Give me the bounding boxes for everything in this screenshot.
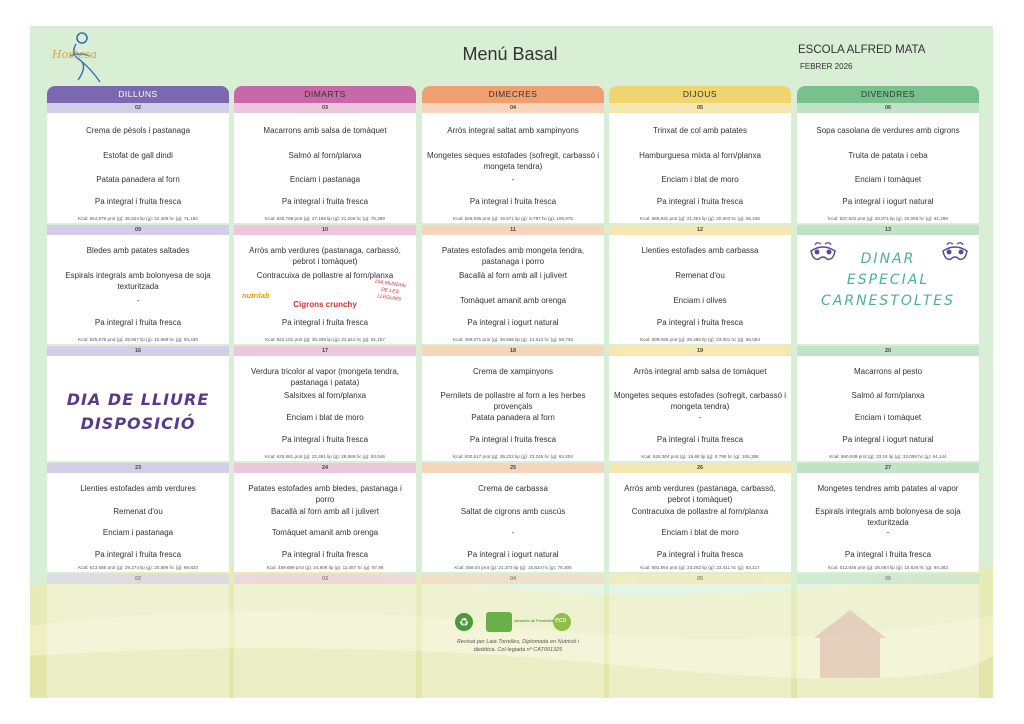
nutrition-info: Kcal: 499,671 prot (g): 28,566 lip (g): 14,613 hc (g): 58,748 — [453, 337, 573, 342]
date-label: 17 — [234, 346, 416, 356]
special-day-text: CARNESTOLTES — [821, 293, 955, 309]
date-label: 03 — [234, 103, 416, 113]
nutrition-info: Kcal: 613,685 prot (g): 29,274 lip (g): 20,896 hc (g): 69,823 — [78, 565, 198, 570]
bread-and-dessert: Pa integral i iogurt natural — [467, 318, 559, 327]
bread-and-dessert: Pa integral i fruita fresca — [281, 435, 369, 444]
side-dish: - — [511, 175, 515, 184]
first-course: Arròs amb verdures (pastanaga, carbassó, pebrot i tomàquet) — [624, 484, 776, 504]
day-cell — [47, 463, 229, 572]
first-course: Bledes amb patates saltades — [86, 246, 190, 255]
day-header: DIVENDRES — [797, 86, 979, 103]
nutrition-info: Kcal: 664,979 prot (g): 36,824 lip (g): 22,409 hc (g): 71,182 — [78, 216, 198, 221]
first-course: Verdura tricolor al vapor (mongeta tendra, pastanaga i patata) — [250, 367, 400, 387]
side-dish: - — [886, 528, 890, 537]
nutrition-info: Kcal: 620,768 prot (g): 27,188 lip (g): 21,206 hc (g): 75,369 — [265, 216, 385, 221]
bread-and-dessert: Pa integral i fruita fresca — [656, 550, 744, 559]
date-label: 04 — [422, 103, 604, 113]
empty-day-cell — [422, 574, 604, 698]
school-name: ESCOLA ALFRED MATA — [798, 44, 926, 56]
day-header: DIMARTS — [234, 86, 416, 103]
side-dish: Enciam i blat de moro — [661, 528, 739, 537]
date-label: 26 — [609, 463, 791, 473]
nutrilab-logo: nutrilab — [242, 291, 270, 300]
special-day-text: DIA DE LLIURE — [66, 390, 210, 409]
nutrition-info: Kcal: 609,066 prot (g): 28,486 lip (g): 23,001 hc (g): 65,053 — [640, 337, 760, 342]
first-course: Macarrons al pesto — [853, 367, 923, 376]
date-label: 23 — [47, 463, 229, 473]
first-course: Crema de xampinyons — [472, 367, 554, 376]
bread-and-dessert: Pa integral i fruita fresca — [94, 197, 182, 206]
special-day-text: DINAR — [860, 251, 916, 267]
side-dish: Enciam i blat de moro — [661, 175, 739, 184]
nutrition-info: Kcal: 626,936 prot (g): 19,671 lip (g): 8,787 hc (g): 105,975 — [453, 216, 573, 221]
nutrition-info: Kcal: 612,546 prot (g): 26,064 lip (g): 10,626 hc (g): 94,283 — [828, 565, 948, 570]
month-label: FEBRER 2026 — [800, 62, 853, 71]
legumes-day-stamp: DIA MUNDIAL DE LES LLEGUMS — [374, 278, 408, 303]
day-cell — [609, 463, 791, 572]
bread-and-dessert: Pa integral i fruita fresca — [281, 318, 369, 327]
day-header: DIJOUS — [609, 86, 791, 103]
nutrition-info: Kcal: 822,101 prot (g): 38,339 lip (g): 31,641 hc (g): 91,157 — [265, 337, 385, 342]
nutrition-info: Kcal: 537,832 prot (g): 20,871 lip (g): 20,058 hc (g): 61,298 — [828, 216, 948, 221]
nutrition-info: Kcal: 499,699 prot (g): 24,809 lip (g): 11,487 hc (g): 67,95 — [266, 565, 384, 570]
date-label: 03 — [234, 574, 416, 584]
date-label: 16 — [47, 346, 229, 356]
second-course: Espirals integrals amb bolonyesa de soja texturitzada — [815, 507, 961, 527]
date-label: 09 — [47, 225, 229, 235]
first-course: Arròs amb verdures (pastanaga, carbassó, pebrot i tomàquet) — [249, 246, 401, 266]
day-cell — [422, 225, 604, 344]
day-column — [422, 86, 604, 103]
second-course: Truita de patata i ceba — [848, 151, 928, 160]
first-course: Patates estofades amb mongeta tendra, pastanaga i porro — [441, 246, 585, 266]
side-dish: Patata panadera al forn — [471, 413, 555, 422]
side-dish: Enciam i pastanaga — [102, 528, 174, 537]
nutrition-info: Kcal: 690,949 prot (g): 33,18 lip (g): 32,098 hc (g): 64,144 — [829, 454, 947, 459]
date-label: 06 — [797, 574, 979, 584]
day-header: DIMECRES — [422, 86, 604, 103]
day-cell — [797, 463, 979, 572]
day-cell — [234, 463, 416, 572]
side-dish: - — [511, 528, 515, 537]
first-course: Trinxat de col amb patates — [653, 126, 747, 135]
second-course: Remenat d'ou — [113, 507, 163, 516]
date-label: 10 — [234, 225, 416, 235]
second-course: Pernilets de pollastre al forn a les herbes provençals — [440, 391, 586, 411]
page-title: Menú Basal — [462, 44, 558, 64]
nutrition-info: Kcal: 625,876 prot (g): 25,967 lip (g): 10,989 hc (g): 94,438 — [78, 337, 198, 342]
bread-and-dessert: Pa integral i fruita fresca — [656, 197, 744, 206]
bread-and-dessert: Pa integral i iogurt natural — [467, 550, 559, 559]
first-course: Patates estofades amb bledes, pastanaga i porro — [248, 484, 402, 504]
bread-and-dessert: Pa integral i iogurt natural — [842, 197, 934, 206]
day-column — [47, 86, 229, 103]
bread-and-dessert: Pa integral i fruita fresca — [844, 550, 932, 559]
first-course: Crema de pèsols i pastanaga — [85, 126, 191, 135]
bread-and-dessert: Pa integral i fruita fresca — [94, 318, 182, 327]
svg-text:♻: ♻ — [459, 616, 469, 629]
special-day-text: DISPOSICIÓ — [80, 414, 196, 433]
day-cell — [47, 103, 229, 223]
date-label: 25 — [422, 463, 604, 473]
date-label: 24 — [234, 463, 416, 473]
day-cell — [47, 225, 229, 344]
left-mask-icon — [807, 239, 839, 271]
date-label: 19 — [609, 346, 791, 356]
side-dish: Enciam i tomàquet — [854, 413, 922, 422]
first-course: Sopa casolana de verdures amb cigrons — [816, 126, 960, 135]
side-dish: Cigrons crunchy — [293, 300, 357, 309]
date-label: 06 — [797, 103, 979, 113]
date-label: 04 — [422, 574, 604, 584]
second-course: Salsitxes al forn/planxa — [283, 391, 367, 400]
day-cell — [609, 346, 791, 461]
empty-day-cell — [797, 574, 979, 698]
date-label: 05 — [609, 574, 791, 584]
side-dish: Patata panadera al forn — [96, 175, 180, 184]
date-label: 18 — [422, 346, 604, 356]
bread-and-dessert: Pa integral i fruita fresca — [656, 318, 744, 327]
side-dish: Tomàquet amanit amb orenga — [459, 296, 567, 305]
bread-and-dessert: Pa integral i fruita fresca — [281, 197, 369, 206]
day-column — [234, 86, 416, 103]
day-header: DILLUNS — [47, 86, 229, 103]
empty-day-cell — [609, 574, 791, 698]
first-course: Llenties estofades amb carbassa — [641, 246, 759, 255]
first-course: Arròs integral saltat amb xampinyons — [447, 126, 579, 135]
bread-and-dessert: Pa integral i fruita fresca — [656, 435, 744, 444]
second-course: Hamburguesa mixta al forn/planxa — [639, 151, 761, 160]
second-course: Saltat de cigrons amb cuscús — [460, 507, 566, 516]
side-dish: - — [136, 296, 140, 305]
second-course: Bacallà al forn amb all i julivert — [270, 507, 380, 516]
special-day-text: ESPECIAL — [846, 272, 930, 288]
nutrition-info: Kcal: 691,854 prot (g): 33,282 lip (g): 23,411 hc (g): 83,317 — [640, 565, 760, 570]
day-column — [609, 86, 791, 103]
side-dish: Enciam i olives — [673, 296, 727, 305]
bread-and-dessert: Pa integral i iogurt natural — [842, 435, 934, 444]
empty-day-cell — [47, 574, 229, 698]
first-course: Mongetes tendres amb patates al vapor — [817, 484, 959, 493]
day-cell — [234, 346, 416, 461]
nutrition-info: Kcal: 589,831 prot (g): 21,451 lip (g): 20,603 hc (g): 55,246 — [640, 216, 760, 221]
second-course: Remenat d'ou — [675, 271, 725, 280]
side-dish: Tomàquet amanit amb orenga — [271, 528, 379, 537]
proximity-label: Aliments de Proximitat — [514, 618, 554, 623]
second-course: Mongetes seques estofades (sofregit, carbassó i mongeta tendra) — [613, 391, 787, 411]
bread-and-dessert: Pa integral i fruita fresca — [469, 435, 557, 444]
logo-text: Hostesa — [52, 48, 97, 61]
second-course: Espirals integrals amb bolonyesa de soja texturitzada — [65, 271, 211, 291]
day-cell — [609, 225, 791, 344]
date-label: 05 — [609, 103, 791, 113]
side-dish: - — [698, 413, 702, 422]
day-cell — [797, 225, 979, 344]
date-label: 13 — [797, 225, 979, 235]
date-label: 12 — [609, 225, 791, 235]
day-cell — [47, 346, 229, 461]
date-label: 11 — [422, 225, 604, 235]
second-course: Mongetes seques estofades (sofregit, carbassó i mongeta tendra) — [426, 151, 600, 171]
second-course: Contracuixa de pollastre al forn/planxa — [631, 507, 769, 516]
bread-and-dessert: Pa integral i fruita fresca — [469, 197, 557, 206]
second-course: Estofat de gall dindi — [103, 151, 173, 160]
bread-and-dessert: Pa integral i fruita fresca — [94, 550, 182, 559]
day-cell — [797, 103, 979, 223]
day-cell — [797, 346, 979, 461]
day-column — [797, 86, 979, 103]
day-cell — [234, 225, 416, 344]
nutrition-info: Kcal: 625,681 prot (g): 22,491 lip (g): 28,588 hc (g): 63,046 — [265, 454, 385, 459]
first-course: Crema de carbassa — [478, 484, 548, 493]
empty-day-cell — [234, 574, 416, 698]
first-course: Arròs integral amb salsa de tomàquet — [633, 367, 767, 376]
right-mask-icon — [939, 239, 971, 271]
day-cell — [422, 346, 604, 461]
side-dish: Enciam i blat de moro — [286, 413, 364, 422]
second-course: Bacallà al forn amb all i julivert — [458, 271, 568, 280]
side-dish: Enciam i pastanaga — [289, 175, 361, 184]
day-cell — [234, 103, 416, 223]
nutrition-info: Kcal: 558,04 prot (g): 21,373 lip (g): 15,824 hc (g): 75,305 — [454, 565, 572, 570]
footer-logos — [450, 610, 580, 634]
eco-label: eco — [555, 617, 567, 624]
date-label: 02 — [47, 574, 229, 584]
day-cell — [609, 103, 791, 223]
second-course: Salmó al forn/planxa — [851, 391, 925, 400]
day-cell — [422, 463, 604, 572]
date-label: 27 — [797, 463, 979, 473]
date-label: 20 — [797, 346, 979, 356]
day-cell — [422, 103, 604, 223]
first-course: Macarrons amb salsa de tomàquet — [263, 126, 387, 135]
first-course: Llenties estofades amb verdures — [80, 484, 196, 493]
bread-and-dessert: Pa integral i fruita fresca — [281, 550, 369, 559]
second-course: Salmó al forn/planxa — [288, 151, 362, 160]
menu-sheet — [30, 26, 993, 698]
side-dish: Enciam i tomàquet — [854, 175, 922, 184]
nutrition-info: Kcal: 630,517 prot (g): 36,222 lip (g): 23,245 hc (g): 63,204 — [453, 454, 573, 459]
reviewer-note: Revisat per Laia Torrelles, Diplomada en Nutrició i dietètica. Col·legiada nº CAT001325 — [456, 639, 580, 653]
second-course: Contracuixa de pollastre al forn/planxa — [256, 271, 394, 280]
date-label: 02 — [47, 103, 229, 113]
nutrition-info: Kcal: 628,304 prot (g): 19,68 lip (g): 8,786 hc (g): 106,358 — [641, 454, 759, 459]
